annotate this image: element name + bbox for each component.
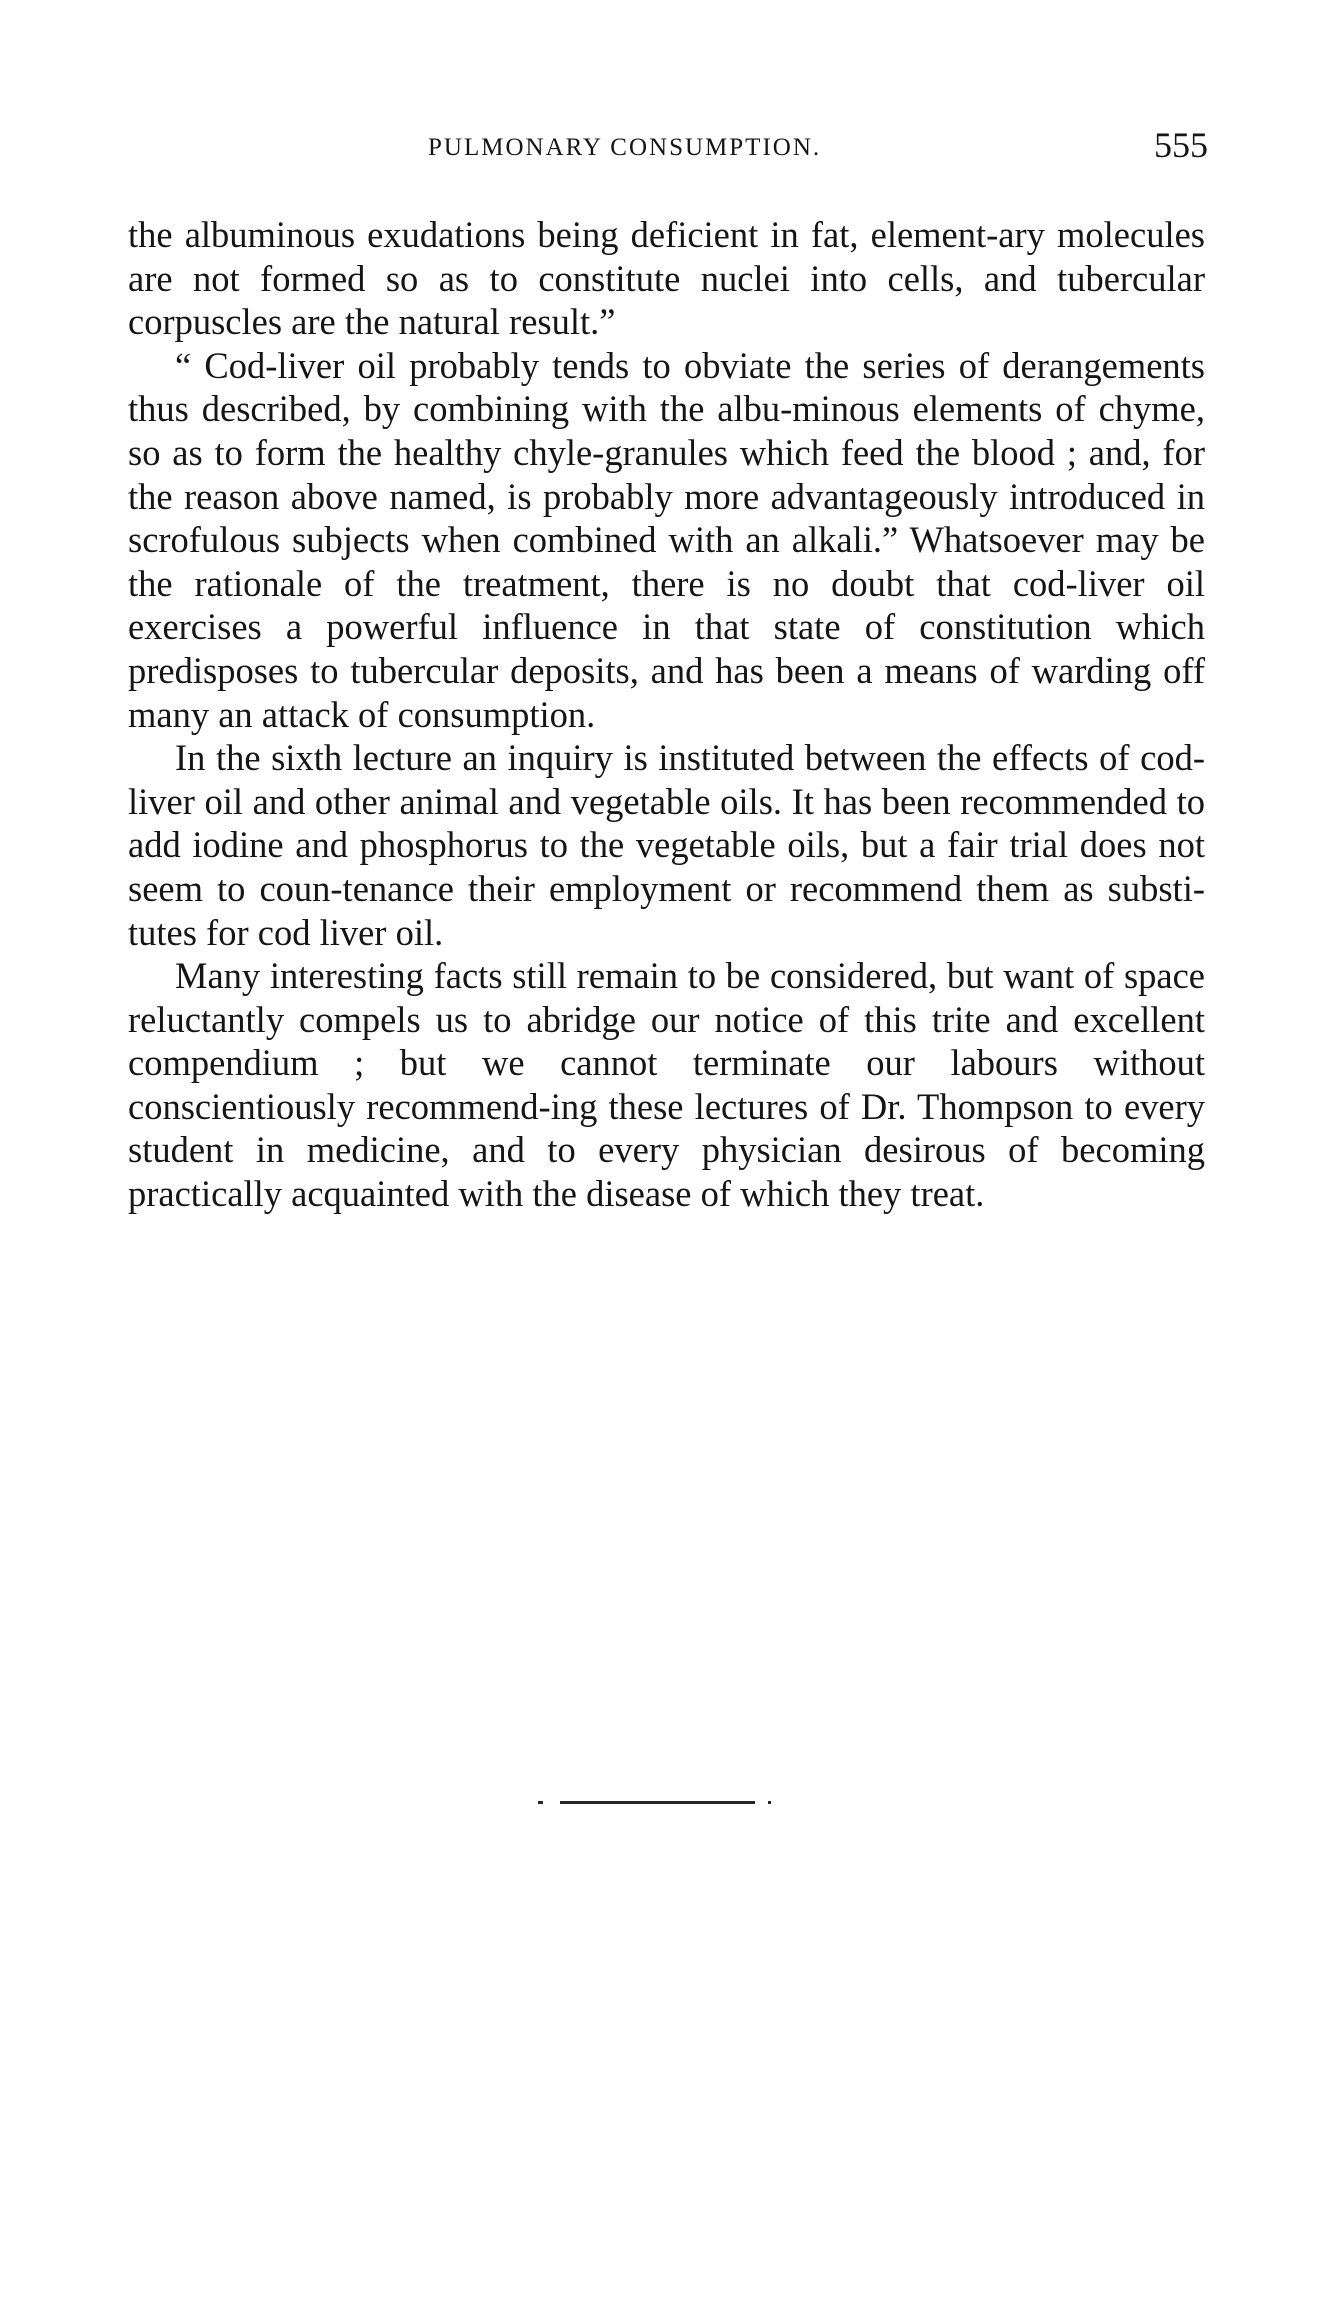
- page-header: [128, 125, 1208, 178]
- paragraph-sixth-lecture: In the sixth lecture an inquiry is instituted between the effects of cod-liver oil and other animal and vegetable oils. It has been recommended to add iodine and phosphorus to the vegetable oils, but a fair trial does not seem to coun-tenance their employment or recommend them as substi-tutes for cod liver oil.: [128, 737, 1205, 953]
- section-end-rule-dot: [768, 1801, 771, 1804]
- page-number: 555: [1154, 125, 1208, 165]
- section-end-rule: [560, 1801, 755, 1804]
- article-body: [128, 213, 1205, 1216]
- paragraph-continuation: the albuminous exudations being deficient in fat, element-ary molecules are not formed so as to constitute nuclei into cells, and tubercular corpuscles are the natural result.”: [128, 214, 1205, 343]
- paragraph-cod-liver-quote: “ Cod-liver oil probably tends to obviate the series of derangements thus described, by combining with the albu-minous elements of chyme, so as to form the healthy chyle-granules which feed the blood ; and, for the reason above named, is probably more advantageously introduced in scrofulous subjects when combined with an alkali.” Whatsoever may be the rationale of the treatment, there is no doubt that cod-liver oil exercises a powerful influence in that state of constitution which predisposes to tubercular deposits, and has been a means of warding off many an attack of consumption.: [128, 344, 1205, 735]
- section-end-rule-dot: [538, 1801, 543, 1804]
- running-head: PULMONARY CONSUMPTION.: [428, 134, 822, 161]
- paragraph-conclusion: Many interesting facts still remain to be considered, but want of space reluctantly compels us to abridge our notice of this trite and excellent compendium ; but we cannot terminate our labours without conscientiously recommend-ing these lectures of Dr. Thompson to every student in medicine, and to every physician desirous of becoming practically acquainted with the disease of which they treat.: [128, 955, 1205, 1215]
